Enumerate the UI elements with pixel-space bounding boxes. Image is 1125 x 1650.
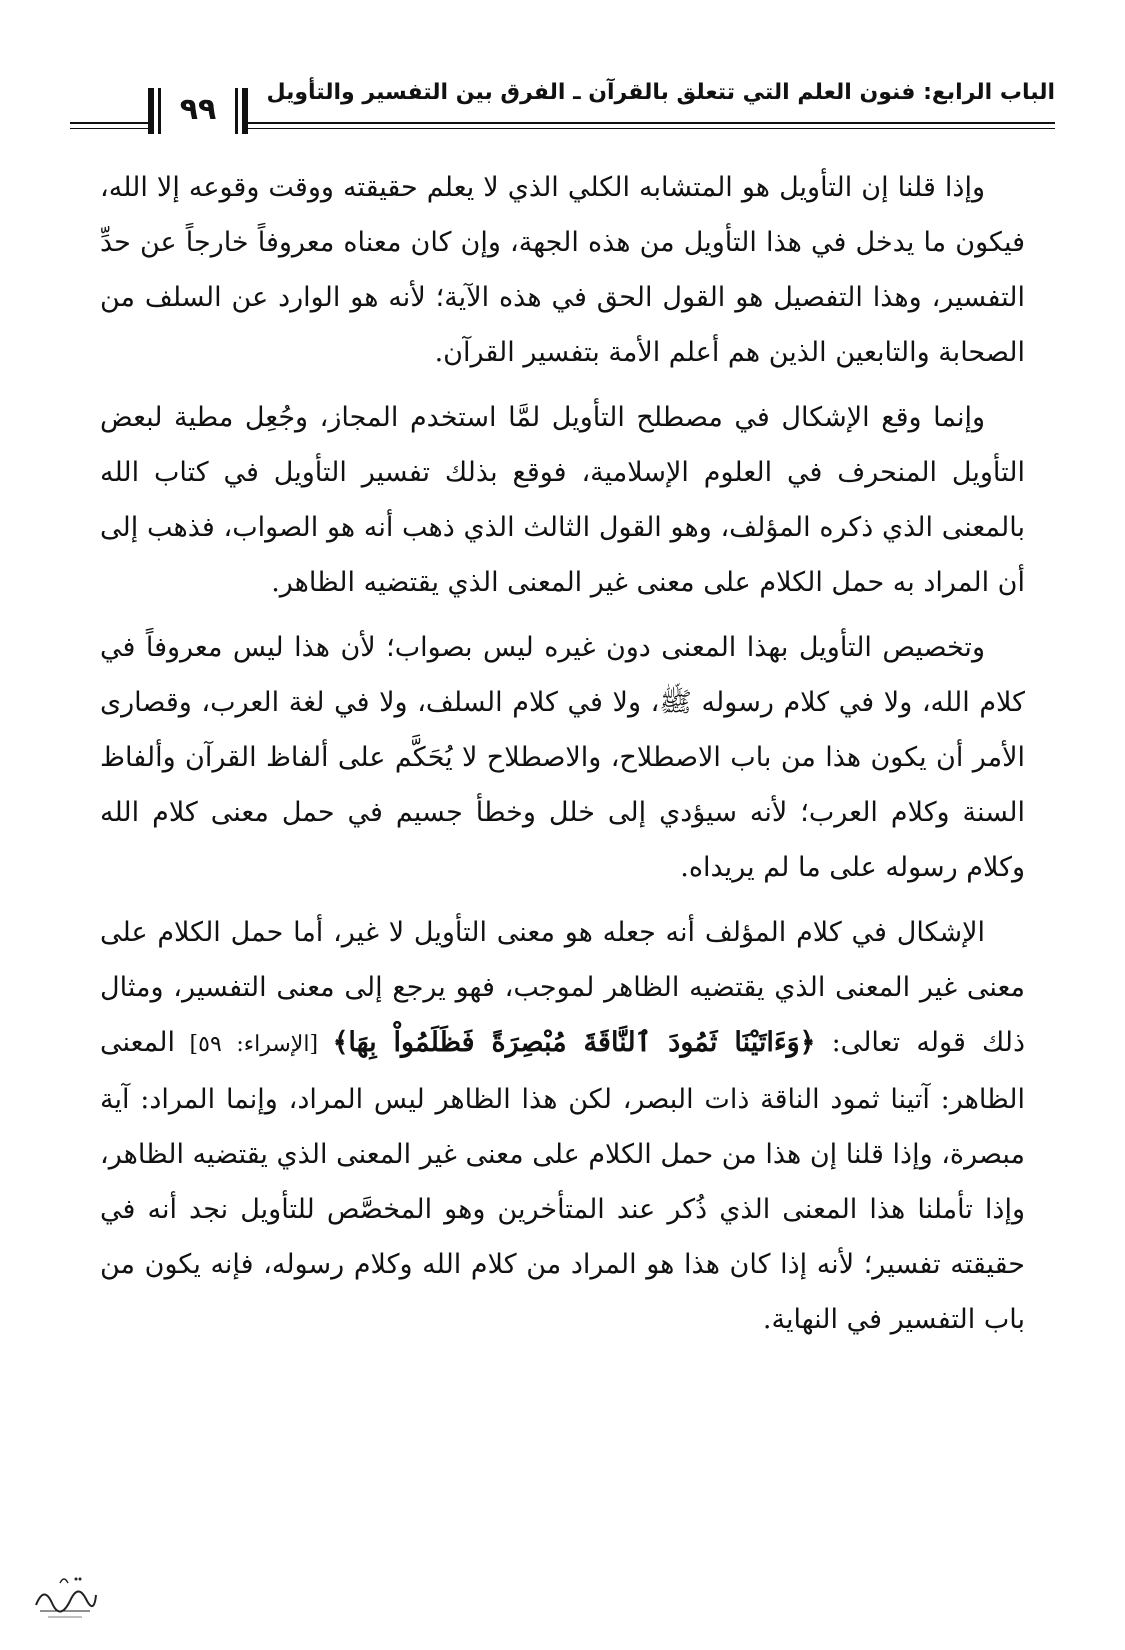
paragraph-4 [100, 905, 1025, 1347]
paragraph-1: وإذا قلنا إن التأويل هو المتشابه الكلي الذي لا يعلم حقيقته ووقت وقوعه إلا الله، فيكون ما يدخل في هذا التأويل من هذه الجهة، وإن كان معناه معروفاً خارجاً عن حدِّ التفسير، وهذا التفصيل هو القول الحق في هذه الآية؛ لأنه هو الوارد عن السلف من الصحابة والتابعين الذين هم أعلم الأمة بتفسير القرآن. [100, 172, 1025, 368]
page-number: ٩٩ [179, 92, 217, 127]
paragraph-4-intro: الإشكال في كلام المؤلف أنه جعله هو معنى التأويل لا غير، أما حمل الكلام على معنى غير المعنى الذي يقتضيه الظاهر لموجب، فهو يرجع إلى معنى التفسير، ومثال ذلك قوله تعالى: [100, 917, 1026, 1058]
verse-reference: [الإسراء: ٥٩] [175, 1032, 333, 1057]
page-body [100, 160, 1025, 1357]
library-logo-icon [30, 1565, 100, 1625]
paragraph-3: وتخصيص التأويل بهذا المعنى دون غيره ليس بصواب؛ لأن هذا ليس معروفاً في كلام الله، ولا في كلام رسوله ﷺ، ولا في كلام السلف، ولا في لغة العرب، وقصارى الأمر أن يكون هذا من باب الاصطلاح، والاصطلاح لا يُحَكَّم على ألفاظ القرآن وألفاظ السنة وكلام العرب؛ لأنه سيؤدي إلى خلل وخطأ جسيم في حمل معنى كلام الله وكلام رسوله على ما لم يريداه. [100, 632, 1025, 883]
quran-verse: ﴿وَءَاتَيْنَا ثَمُودَ ٱلنَّاقَةَ مُبْصِرَةً فَظَلَمُواْ بِهَا﴾ [332, 1027, 816, 1058]
paragraph-4-rest: المعنى الظاهر: آتينا ثمود الناقة ذات البصر، لكن هذا الظاهر ليس المراد، وإنما المراد: آية مبصرة، وإذا قلنا إن هذا من حمل الكلام على معنى غير المعنى الذي يقتضيه الظاهر، وإذا تأملنا هذا المعنى الذي ذُكر عند المتأخرين وهو المخصَّص للتأويل نجد أنه في حقيقته تفسير؛ لأنه إذا كان هذا هو المراد من كلام الله وكلام رسوله، فإنه يكون من باب التفسير في النهاية. [100, 1027, 1025, 1335]
page-number-box [148, 88, 248, 134]
page-header [70, 70, 1055, 140]
chapter-title: الباب الرابع: فنون العلم التي تتعلق بالقرآن ـ الفرق بين التفسير والتأويل [266, 80, 1055, 105]
paragraph-2: وإنما وقع الإشكال في مصطلح التأويل لمَّا استخدم المجاز، وجُعِل مطية لبعض التأويل المنحرف في العلوم الإسلامية، فوقع بذلك تفسير التأويل في كتاب الله بالمعنى الذي ذكره المؤلف، وهو القول الثالث الذي ذهب أنه هو الصواب، فذهب إلى أن المراد به حمل الكلام على معنى غير المعنى الذي يقتضيه الظاهر. [100, 402, 1025, 598]
